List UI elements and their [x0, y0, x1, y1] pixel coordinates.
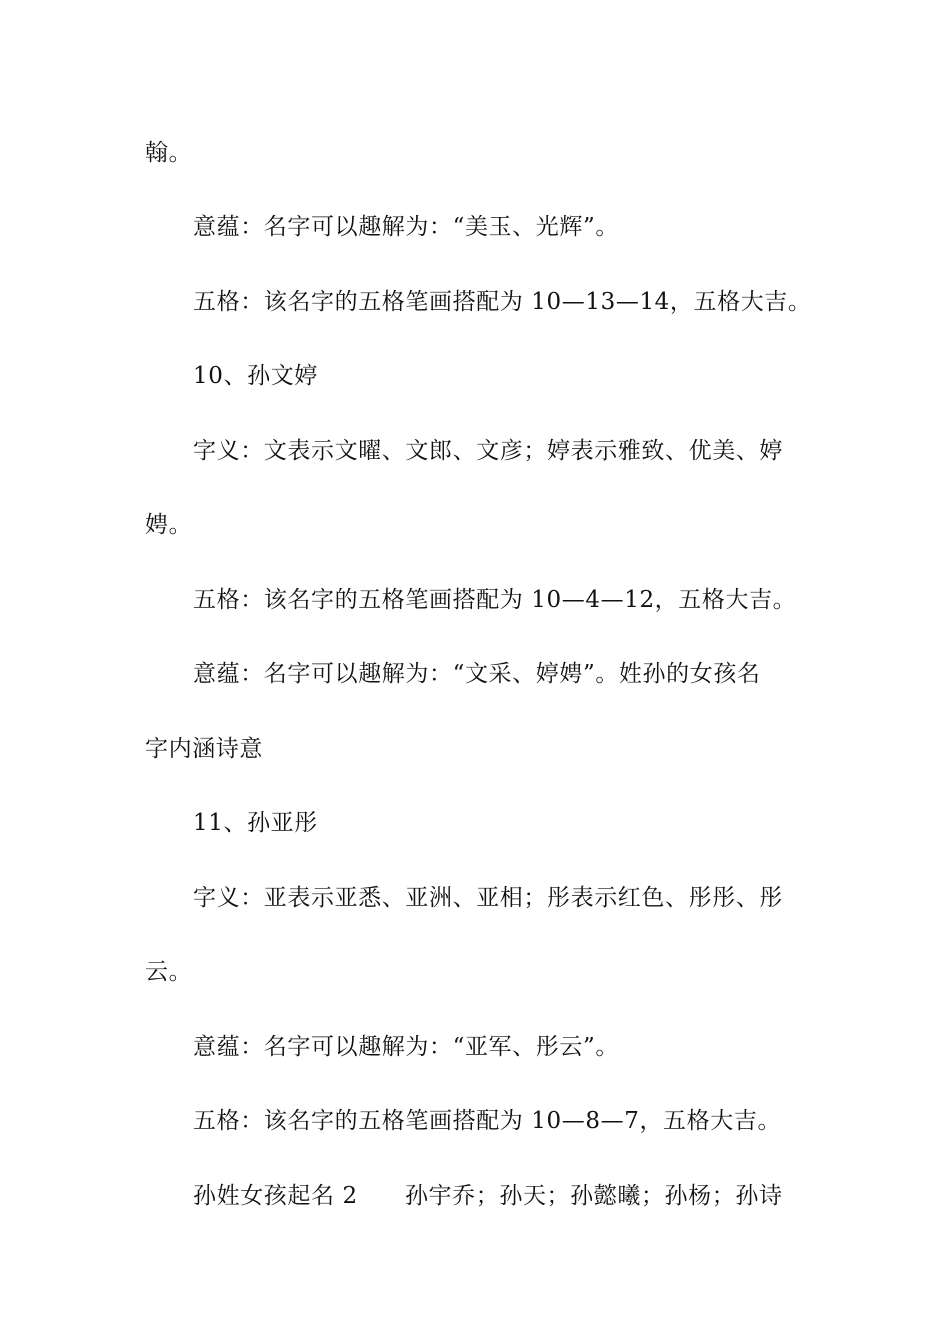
paragraph-line: 字义：文表示文曜、文郎、文彦；婷表示雅致、优美、婷	[193, 438, 783, 464]
paragraph-line: 字内涵诗意	[145, 736, 263, 762]
paragraph-line: 五格：该名字的五格笔画搭配为 10—4—12，五格大吉。	[193, 587, 797, 613]
paragraph-line: 孙姓女孩起名 2 孙宇乔；孙天；孙懿曦；孙杨；孙诗	[193, 1183, 783, 1209]
paragraph-line: 娉。	[145, 512, 193, 538]
paragraph-line: 意蕴：名字可以趣解为：“亚军、彤云”。	[193, 1034, 619, 1060]
paragraph-line: 字义：亚表示亚悉、亚洲、亚相；彤表示红色、彤彤、彤	[193, 885, 783, 911]
section-heading: 10、孙文婷	[193, 363, 318, 389]
section-heading: 11、孙亚彤	[193, 810, 318, 836]
paragraph-line: 意蕴：名字可以趣解为：“美玉、光辉”。	[193, 214, 619, 240]
paragraph-line: 云。	[145, 959, 193, 985]
paragraph-line: 翰。	[145, 140, 193, 166]
paragraph-line: 五格：该名字的五格笔画搭配为 10—13—14，五格大吉。	[193, 289, 812, 315]
paragraph-line: 五格：该名字的五格笔画搭配为 10—8—7，五格大吉。	[193, 1108, 782, 1134]
paragraph-line: 意蕴：名字可以趣解为：“文采、婷娉”。姓孙的女孩名	[193, 661, 761, 687]
